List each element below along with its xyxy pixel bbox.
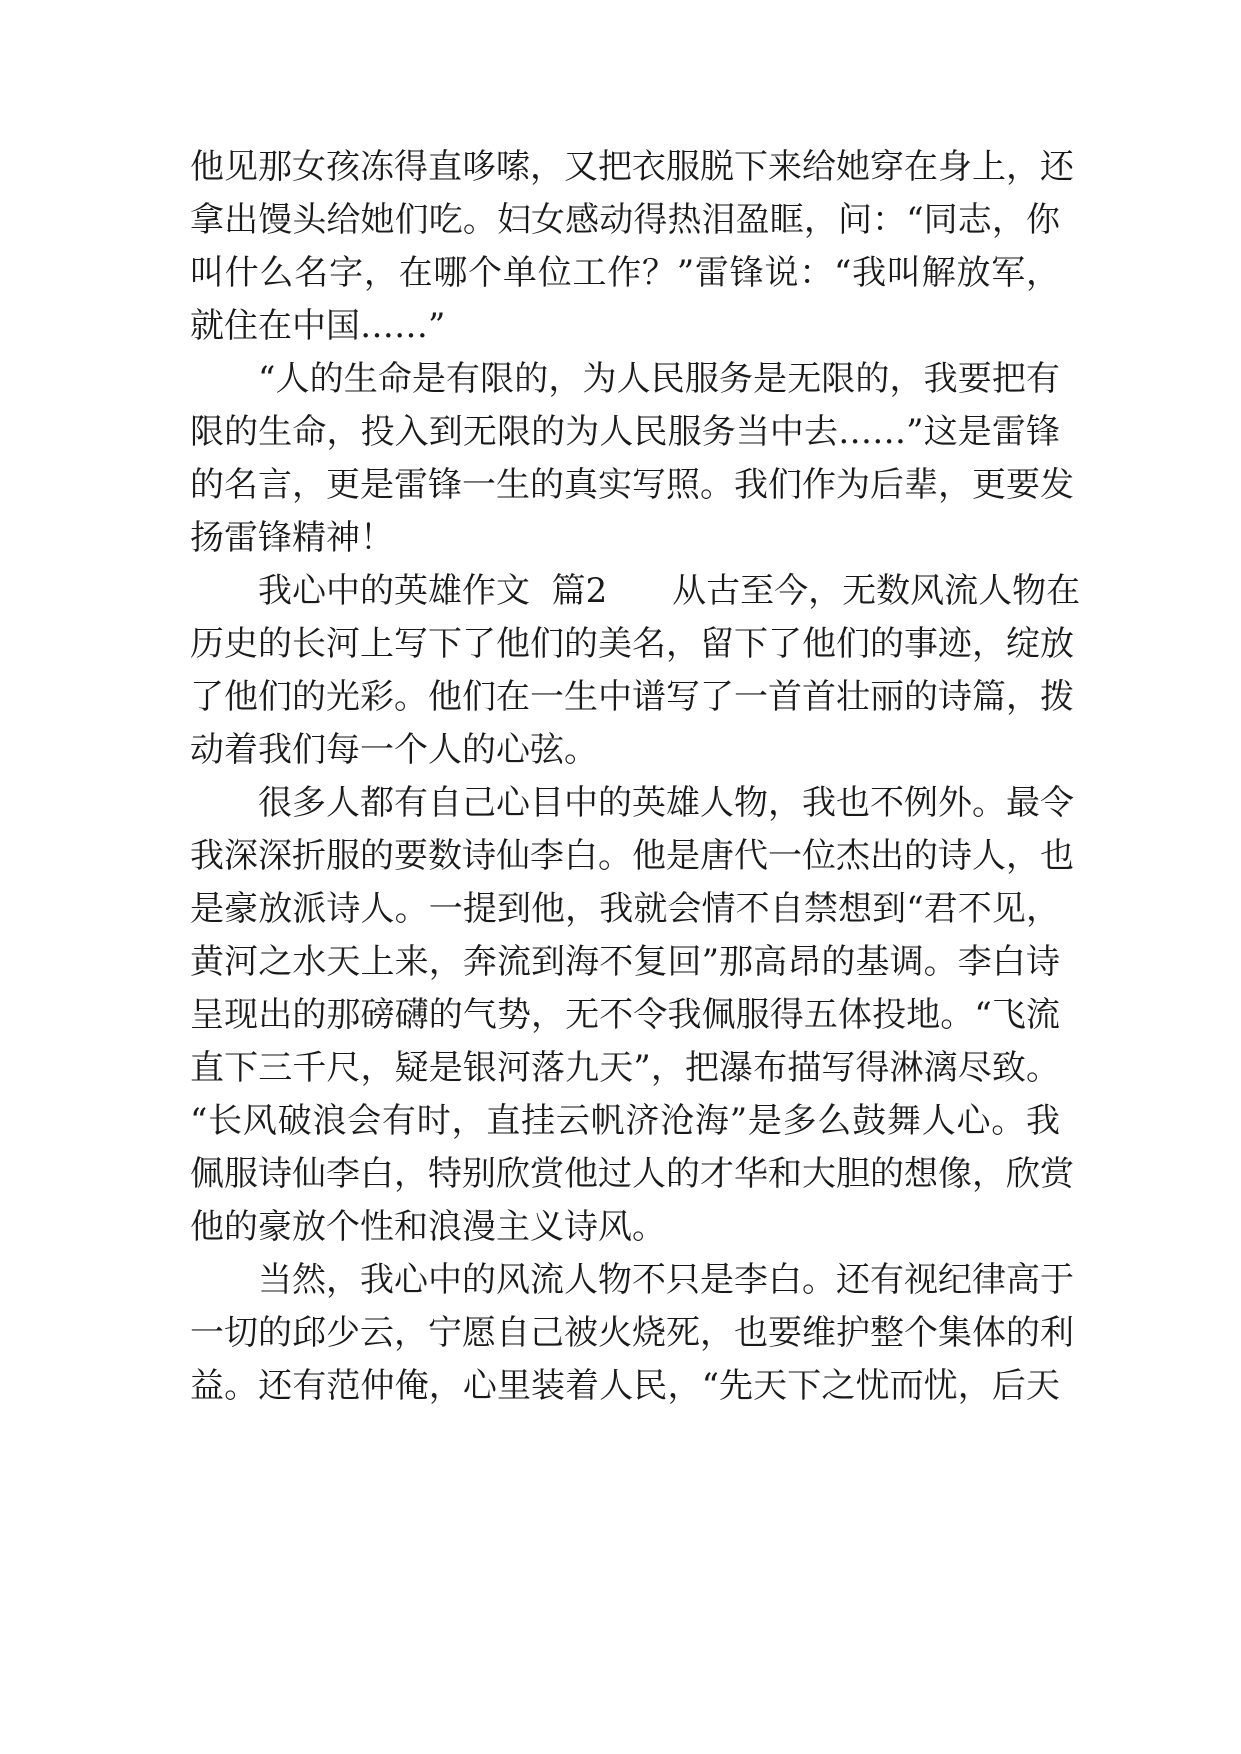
text-line: 他的豪放个性和浪漫主义诗风。 <box>190 1207 666 1247</box>
text-line: 佩服诗仙李白，特别欣赏他过人的才华和大胆的想像，欣赏 <box>190 1154 1074 1194</box>
text-line: 我深深折服的要数诗仙李白。他是唐代一位杰出的诗人，也 <box>190 836 1074 876</box>
text-line: 黄河之水天上来，奔流到海不复回”那高昂的基调。李白诗 <box>190 942 1060 982</box>
text-line: 当然，我心中的风流人物不只是李白。还有视纪律高于 <box>258 1260 1074 1300</box>
section-heading-line: 我心中的英雄作文 篇2 从古至今，无数风流人物在 <box>258 571 1081 611</box>
text-line: 益。还有范仲俺，心里装着人民，“先天下之忧而忧，后天 <box>190 1366 1060 1406</box>
text-line: 了他们的光彩。他们在一生中谱写了一首首壮丽的诗篇，拨 <box>190 677 1074 717</box>
text-line: 限的生命，投入到无限的为人民服务当中去……”这是雷锋 <box>190 412 1060 452</box>
text-line: 很多人都有自己心目中的英雄人物，我也不例外。最令 <box>258 783 1074 823</box>
text-line: 就住在中国……” <box>190 306 446 346</box>
text-line: 一切的邱少云，宁愿自己被火烧死，也要维护整个集体的利 <box>190 1313 1074 1353</box>
text-line: 动着我们每一个人的心弦。 <box>190 730 598 770</box>
text-line: 是豪放派诗人。一提到他，我就会情不自禁想到“君不见， <box>190 889 1060 929</box>
text-line: 扬雷锋精神！ <box>190 518 394 558</box>
text-line: 他见那女孩冻得直哆嗦，又把衣服脱下来给她穿在身上，还 <box>190 147 1074 187</box>
text-line: 的名言，更是雷锋一生的真实写照。我们作为后辈，更要发 <box>190 465 1074 505</box>
text-line: 呈现出的那磅礴的气势，无不令我佩服得五体投地。“飞流 <box>190 995 1060 1035</box>
text-line: 叫什么名字，在哪个单位工作？”雷锋说：“我叫解放军， <box>190 253 1060 293</box>
text-line: 历史的长河上写下了他们的美名，留下了他们的事迹，绽放 <box>190 624 1074 664</box>
text-line: “人的生命是有限的，为人民服务是无限的，我要把有 <box>258 359 1060 399</box>
text-line: 直下三千尺，疑是银河落九天”，把瀑布描写得淋漓尽致。 <box>190 1048 1060 1088</box>
text-line: “长风破浪会有时，直挂云帆济沧海”是多么鼓舞人心。我 <box>190 1101 1060 1141</box>
text-line: 拿出馒头给她们吃。妇女感动得热泪盈眶，问：“同志，你 <box>190 200 1060 240</box>
